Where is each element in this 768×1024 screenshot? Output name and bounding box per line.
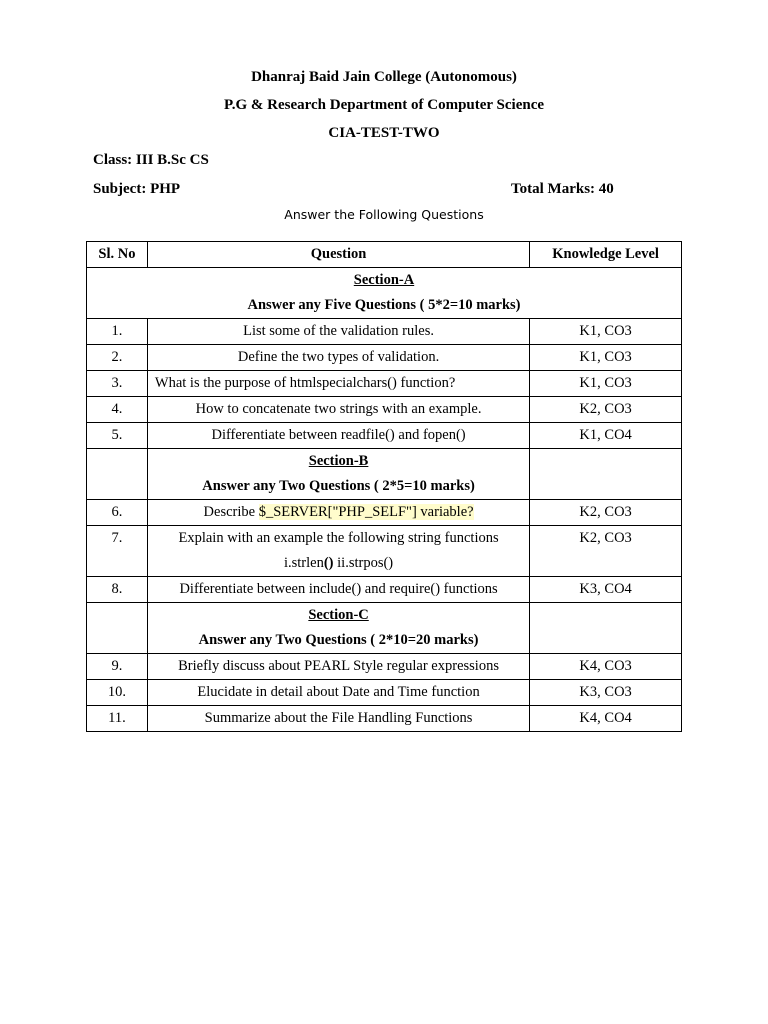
header-sl-no: Sl. No (87, 242, 148, 268)
subject-label: Subject: PHP (93, 181, 181, 197)
row-question: List some of the validation rules. (147, 319, 529, 345)
empty-cell (530, 449, 682, 500)
question-line-2 (152, 551, 525, 576)
section-a-cell (87, 268, 682, 319)
section-b-instruction: Answer any Two Questions ( 2*5=10 marks) (202, 478, 475, 494)
row-question: Differentiate between include() and require() functions (147, 577, 529, 603)
row-question (147, 526, 529, 577)
table-row (87, 423, 682, 449)
header-question: Question (147, 242, 529, 268)
row-question: Summarize about the File Handling Functions (147, 706, 529, 732)
table-row (87, 345, 682, 371)
table-row (87, 526, 682, 577)
table-row (87, 680, 682, 706)
test-title: CIA-TEST-TWO (328, 125, 440, 141)
header-knowledge-level: Knowledge Level (530, 242, 682, 268)
row-knowledge-level: K2, CO3 (530, 526, 682, 577)
table-row (87, 577, 682, 603)
highlighted-text: $_SERVER["PHP_SELF"] variable? (258, 504, 474, 520)
row-question: Briefly discuss about PEARL Style regular expressions (147, 654, 529, 680)
table-header-row (87, 242, 682, 268)
table-row (87, 654, 682, 680)
row-number: 8. (87, 577, 148, 603)
row-question: Elucidate in detail about Date and Time function (147, 680, 529, 706)
section-c-row (87, 603, 682, 654)
row-knowledge-level: K2, CO3 (530, 397, 682, 423)
row-knowledge-level: K1, CO4 (530, 423, 682, 449)
row-number: 9. (87, 654, 148, 680)
question-prefix: Describe (203, 504, 259, 520)
row-question: What is the purpose of htmlspecialchars() function? (147, 371, 529, 397)
question-line-1: Explain with an example the following string functions (178, 530, 499, 546)
row-question: How to concatenate two strings with an example. (147, 397, 529, 423)
table-row (87, 397, 682, 423)
row-number: 4. (87, 397, 148, 423)
row-number: 7. (87, 526, 148, 577)
total-marks: Total Marks: 40 (511, 181, 614, 197)
row-knowledge-level: K4, CO4 (530, 706, 682, 732)
class-label: Class: III B.Sc CS (93, 152, 209, 168)
section-b-title: Section-B (308, 453, 369, 469)
strlen-text: i.strlen (283, 555, 324, 571)
row-number: 6. (87, 500, 148, 526)
section-c-cell (147, 603, 529, 654)
row-knowledge-level: K1, CO3 (530, 319, 682, 345)
section-a-row (87, 268, 682, 319)
empty-cell (87, 603, 148, 654)
strlen-parens: () (323, 555, 334, 571)
row-knowledge-level: K3, CO4 (530, 577, 682, 603)
row-knowledge-level: K3, CO3 (530, 680, 682, 706)
college-name: Dhanraj Baid Jain College (Autonomous) (251, 69, 517, 85)
table-row (87, 319, 682, 345)
row-number: 5. (87, 423, 148, 449)
row-question: Differentiate between readfile() and fopen() (147, 423, 529, 449)
row-question: Define the two types of validation. (147, 345, 529, 371)
section-b-row (87, 449, 682, 500)
strpos-text: ii.strpos() (333, 555, 394, 571)
row-question (147, 500, 529, 526)
department-name: P.G & Research Department of Computer Science (223, 97, 545, 113)
row-knowledge-level: K1, CO3 (530, 345, 682, 371)
row-knowledge-level: K2, CO3 (530, 500, 682, 526)
empty-cell (530, 603, 682, 654)
table-row (87, 706, 682, 732)
row-number: 1. (87, 319, 148, 345)
section-c-title: Section-C (308, 607, 369, 623)
table-row (87, 371, 682, 397)
row-number: 10. (87, 680, 148, 706)
section-a-title: Section-A (353, 272, 415, 288)
row-number: 3. (87, 371, 148, 397)
row-number: 2. (87, 345, 148, 371)
section-a-instruction: Answer any Five Questions ( 5*2=10 marks) (247, 297, 521, 313)
row-knowledge-level: K4, CO3 (530, 654, 682, 680)
section-c-instruction: Answer any Two Questions ( 2*10=20 marks) (198, 632, 479, 648)
row-number: 11. (87, 706, 148, 732)
row-knowledge-level: K1, CO3 (530, 371, 682, 397)
question-table (86, 241, 682, 732)
empty-cell (87, 449, 148, 500)
section-b-cell (147, 449, 529, 500)
table-row (87, 500, 682, 526)
instructions: Answer the Following Questions (284, 207, 484, 222)
